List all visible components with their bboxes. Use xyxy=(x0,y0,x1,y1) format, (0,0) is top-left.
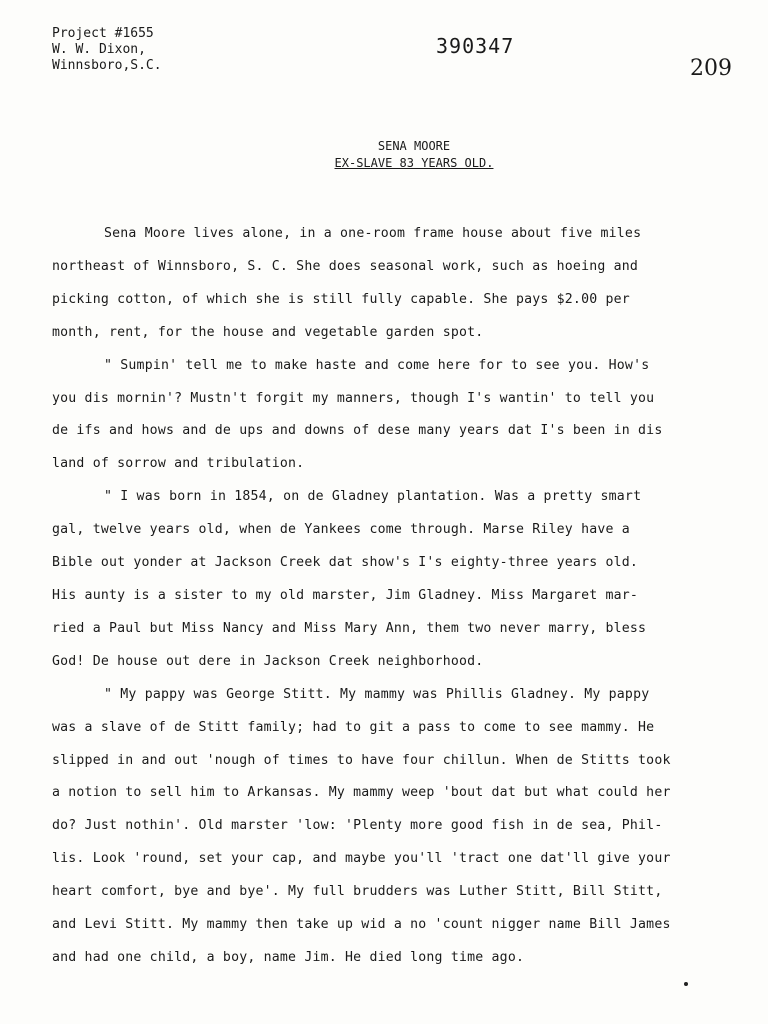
text-line: was a slave of de Stitt family; had to git a pass to come to see mammy. He xyxy=(52,719,655,735)
text-line: gal, twelve years old, when de Yankees come through. Marse Riley have a xyxy=(52,522,630,538)
text-line: slipped in and out 'nough of times to have four chillun. When de Stitts took xyxy=(52,752,671,768)
header-block xyxy=(52,26,162,74)
page-subtitle: EX-SLAVE 83 YEARS OLD. xyxy=(334,156,494,170)
document-number: 390347 xyxy=(436,34,515,58)
text-line: " Sumpin' tell me to make haste and come here for to see you. How's xyxy=(104,357,650,373)
title-block xyxy=(0,138,768,172)
text-line: lis. Look 'round, set your cap, and maybe you'll 'tract one dat'll give your xyxy=(52,851,671,867)
text-line: " I was born in 1854, on de Gladney plantation. Was a pretty smart xyxy=(104,489,642,505)
stray-mark xyxy=(684,982,688,986)
text-line: Bible out yonder at Jackson Creek dat show's I's eighty-three years old. xyxy=(52,555,639,571)
page-number: 209 xyxy=(690,56,732,81)
project-number: Project #1655 xyxy=(52,26,154,41)
page-title: SENA MOORE xyxy=(377,139,451,153)
text-line: ried a Paul but Miss Nancy and Miss Mary Ann, them two never marry, bless xyxy=(52,620,647,636)
text-line: picking cotton, of which she is still fully capable. She pays $2.00 per xyxy=(52,291,630,307)
text-line: Sena Moore lives alone, in a one-room frame house about five miles xyxy=(104,226,642,241)
text-line: " My pappy was George Stitt. My mammy was Phillis Gladney. My pappy xyxy=(104,686,650,702)
text-line: land of sorrow and tribulation. xyxy=(52,456,305,472)
text-line: northeast of Winnsboro, S. C. She does seasonal work, such as hoeing and xyxy=(52,258,639,274)
author-name: W. W. Dixon, xyxy=(52,42,146,57)
text-line: a notion to sell him to Arkansas. My mammy weep 'bout dat but what could her xyxy=(52,785,671,801)
text-line: His aunty is a sister to my old marster, Jim Gladney. Miss Margaret mar- xyxy=(52,587,639,603)
text-line: you dis mornin'? Mustn't forgit my manners, though I's wantin' to tell you xyxy=(52,390,655,406)
text-line: heart comfort, bye and bye'. My full brudders was Luther Stitt, Bill Stitt, xyxy=(52,884,663,900)
text-line: do? Just nothin'. Old marster 'low: 'Plenty more good fish in de sea, Phil- xyxy=(52,818,663,834)
text-line: God! De house out dere in Jackson Creek neighborhood. xyxy=(52,653,484,669)
text-line: and Levi Stitt. My mammy then take up wid a no 'count nigger name Bill James xyxy=(52,917,671,933)
body-text xyxy=(52,218,742,975)
author-location: Winnsboro,S.C. xyxy=(52,58,162,73)
text-line: month, rent, for the house and vegetable garden spot. xyxy=(52,324,484,340)
text-line: and had one child, a boy, name Jim. He died long time ago. xyxy=(52,949,525,965)
text-line: de ifs and hows and de ups and downs of dese many years dat I's been in dis xyxy=(52,423,663,439)
